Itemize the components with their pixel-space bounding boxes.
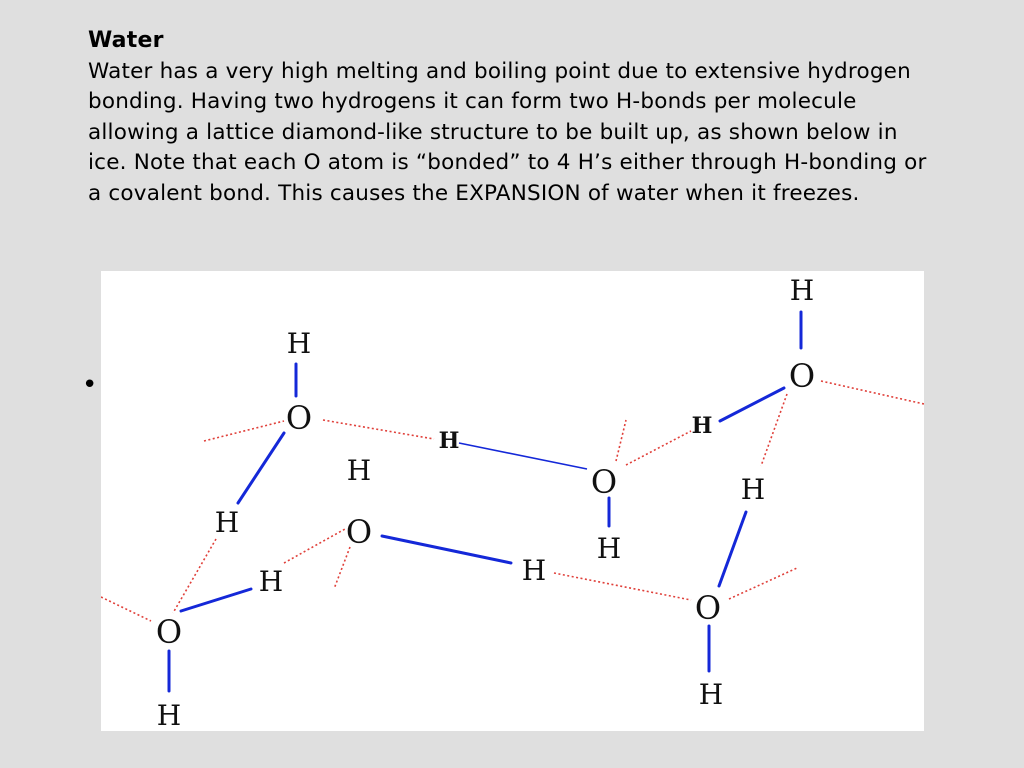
hydrogen-atom: H [740,473,766,506]
hydrogen-atom: H [286,327,312,360]
slide-text [88,26,938,210]
hydrogen-atom: H [438,428,460,454]
hydrogen-atom: H [596,532,622,565]
hydrogen-bond [323,420,434,439]
hydrogen-bond [729,568,797,599]
hydrogen-bond [821,381,924,404]
hydrogen-atom: H [214,506,240,539]
hydrogen-atom: H [346,454,372,487]
covalent-bond [382,536,511,563]
oxygen-atom: O [694,589,722,627]
ice-lattice-svg [101,271,924,731]
oxygen-atom: O [345,513,373,551]
bullet-marker: • [82,370,98,400]
hydrogen-bond [101,597,151,621]
hydrogen-bond [616,420,626,461]
slide-title: Water [88,28,164,53]
oxygen-atom: O [590,463,618,501]
hydrogen-atom: H [521,554,547,587]
oxygen-atom: O [285,399,313,437]
hydrogen-atom: H [698,678,724,711]
oxygen-atom: O [155,613,183,651]
hydrogen-atom: H [789,274,815,307]
covalent-bond [181,589,251,611]
covalent-bond [719,512,746,586]
covalent-bond [238,433,284,503]
ice-lattice-diagram [101,271,924,731]
hydrogen-bond [284,529,345,563]
hydrogen-bond [204,421,284,441]
slide-body: Water has a very high melting and boiling point due to extensive hydrogen bonding. Having two hydrogens it can form two H-bonds per molecule allowing a lattice diamond-like structure to be built up, as shown below in ice. Note that each O atom is “bonded” to 4 H’s either through H-bonding or a covalent bond. This causes the EXPANSION of water when it freezes. [88,58,927,206]
oxygen-atom: O [788,357,816,395]
hydrogen-bond [761,394,787,466]
covalent-bond [720,388,784,421]
hydrogen-bond [554,573,691,600]
hydrogen-atom: H [691,413,713,439]
hydrogen-atom: H [258,565,284,598]
hydrogen-atom: H [156,699,182,731]
covalent-bond [459,443,587,469]
hydrogen-bond [334,547,350,589]
hydrogen-bond [626,431,691,465]
